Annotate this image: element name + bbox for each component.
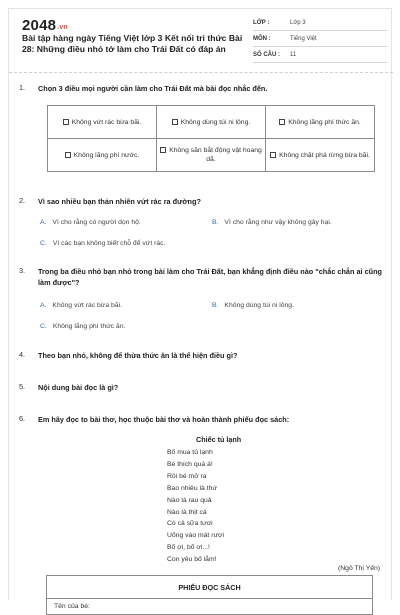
checkbox-icon[interactable] [172,119,178,125]
meta-label: MÔN : [253,35,271,42]
poem-title: Chiếc tủ lạnh [196,435,242,444]
checkbox-icon[interactable] [160,147,166,153]
meta-value: 11 [290,51,297,58]
worksheet-header [9,9,393,67]
question-number: 6. [19,414,26,423]
poem-author: (Ngô Thị Yến) [338,565,381,572]
logo-suffix: .vn [57,24,68,31]
checkbox-icon[interactable] [63,119,69,125]
question-number: 3. [19,266,26,275]
poem-line: Có cả sữa tươi [167,520,213,528]
q1-choice[interactable]: Không lãng phí thức ăn. [266,106,375,139]
worksheet-page [8,8,392,610]
poem-line: Rồi bé mở ra [167,472,207,480]
poem-body [167,447,224,566]
q1-choice[interactable]: Không săn bắt động vật hoang dã. [157,139,266,172]
q2-option-a[interactable]: A. Vì cho rằng có người dọn hộ. [40,219,141,226]
reading-card-title: PHIẾU ĐỌC SÁCH [47,576,372,599]
question-text: Theo bạn nhỏ, không để thừa thức ăn là thể hiện điều gì? [38,351,238,360]
question-number: 1. [19,83,26,92]
question-text: Nội dung bài đọc là gì? [38,383,119,392]
poem-line: Nào là thịt cá [167,508,207,516]
poem-line: Uống vào mát rượi [167,532,224,540]
question-number: 5. [19,382,26,391]
reading-card-name-field[interactable]: Tên của bé: [54,603,90,610]
question-number: 2. [19,196,26,205]
poem-line: Bé thích quá á! [167,460,213,468]
q3-option-a[interactable]: A. Không vứt rác bừa bãi. [40,302,122,309]
q1-choice[interactable]: Không lãng phí nước. [48,139,157,172]
q2-option-b[interactable]: B. Vì cho rằng như vậy không gây hại. [212,219,332,226]
worksheet-title: Bài tập hàng ngày Tiếng Việt lớp 3 Kết nối tri thức Bài 28: Những điều nhỏ tớ làm cho Trái Đất có đáp án [22,33,243,54]
header-divider [9,72,393,73]
reading-card [46,575,373,615]
checkbox-icon[interactable] [65,152,71,158]
checkbox-icon[interactable] [279,119,285,125]
question-text: Vì sao nhiều bạn thản nhiên vứt rác ra đường? [38,197,201,206]
poem-line: Bố mua tủ lạnh [167,449,213,456]
worksheet-meta [253,15,388,63]
meta-value: Lớp 3 [290,19,306,26]
poem-line: Con yêu bố lắm! [167,556,217,564]
question-text: Trong ba điều nhỏ bạn nhỏ trong bài làm cho Trái Đất, bạn khẳng định điều nào "chắc chắn ai cũng làm được"? [38,267,383,287]
q1-choice[interactable]: Không chặt phá rừng bừa bãi. [266,139,375,172]
meta-row-question-count [253,47,388,63]
q1-choice[interactable]: Không dùng túi ni lông. [157,106,266,139]
question-text: Chọn 3 điều mọi người cần làm cho Trái Đất mà bài đọc nhắc đến. [38,84,268,93]
question-text: Em hãy đọc to bài thơ, học thuộc bài thơ và hoàn thành phiếu đọc sách: [38,415,290,424]
meta-value: Tiếng Việt [290,35,317,42]
meta-label: SỐ CÂU : [253,51,280,58]
meta-row-subject [253,31,388,47]
q3-option-b[interactable]: B. Không dùng túi ni lông. [212,302,294,309]
poem-line: Bao nhiêu là thứ [167,484,217,492]
meta-row-class [253,15,388,31]
q1-choice-grid [47,105,375,172]
site-logo[interactable]: 2048.vn [22,17,68,34]
checkbox-icon[interactable] [270,152,276,158]
q3-option-c[interactable]: C. Không lãng phí thức ăn. [40,323,126,330]
meta-label: LỚP : [253,19,270,26]
q2-option-c[interactable]: C. Vì các bạn không biết chỗ để vứt rác. [40,240,166,247]
q1-choice[interactable]: Không vứt rác bừa bãi. [48,106,157,139]
poem-line: Nào là rau quả [167,496,212,504]
poem-line: Bố ơi, bố ơi...! [167,544,210,552]
question-number: 4. [19,350,26,359]
